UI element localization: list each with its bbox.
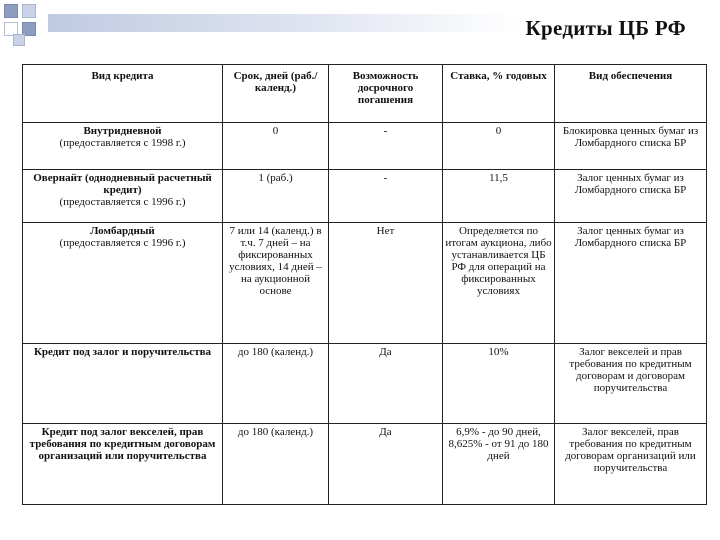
collateral-cell: Залог векселей и прав требования по кредитным договорам и договорам поручительства bbox=[555, 344, 707, 424]
table-row bbox=[23, 424, 707, 505]
rate-cell: 0 bbox=[443, 123, 555, 170]
term-cell: 0 bbox=[223, 123, 329, 170]
collateral-cell: Залог ценных бумаг из Ломбардного списка БР bbox=[555, 170, 707, 223]
page-title: Кредиты ЦБ РФ bbox=[525, 16, 686, 40]
table-row bbox=[23, 123, 707, 170]
header-cell-rate: Ставка, % годовых bbox=[443, 65, 555, 123]
early-repayment-cell: - bbox=[329, 170, 443, 223]
table-row bbox=[23, 170, 707, 223]
credit-type-note: (предоставляется с 1996 г.) bbox=[59, 196, 186, 208]
term-cell: 7 или 14 (календ.) в т.ч. 7 дней – на фиксированных условиях, 14 дней – на аукционной основе bbox=[223, 223, 329, 344]
header-cell-type: Вид кредита bbox=[23, 65, 223, 123]
credit-type-name: Внутридневной bbox=[83, 125, 162, 137]
credit-type-cell bbox=[23, 344, 223, 424]
rate-cell: 6,9% - до 90 дней, 8,625% - от 91 до 180 дней bbox=[443, 424, 555, 505]
rate-cell: 10% bbox=[443, 344, 555, 424]
rate-cell: 11,5 bbox=[443, 170, 555, 223]
credit-type-cell bbox=[23, 424, 223, 505]
term-cell: до 180 (календ.) bbox=[223, 344, 329, 424]
decor-square bbox=[4, 4, 18, 18]
early-repayment-cell: Да bbox=[329, 424, 443, 505]
header-cell-early-repayment: Возможность досрочного погашения bbox=[329, 65, 443, 123]
table-header-row bbox=[23, 65, 707, 123]
early-repayment-cell: - bbox=[329, 123, 443, 170]
credit-type-name: Ломбардный bbox=[90, 225, 155, 237]
header-cell-term: Срок, дней (раб./календ.) bbox=[223, 65, 329, 123]
term-cell: 1 (раб.) bbox=[223, 170, 329, 223]
credit-type-cell bbox=[23, 223, 223, 344]
table-row bbox=[23, 223, 707, 344]
credit-type-name: Кредит под залог векселей, прав требования по кредитным договорам организаций или поручительства bbox=[29, 426, 216, 462]
credit-type-cell bbox=[23, 170, 223, 223]
early-repayment-cell: Да bbox=[329, 344, 443, 424]
credit-type-name: Кредит под залог и поручительства bbox=[33, 346, 212, 358]
header-gradient-bar bbox=[48, 14, 518, 32]
credit-type-name: Овернайт (однодневный расчетный кредит) bbox=[33, 172, 212, 196]
credits-table bbox=[22, 64, 707, 505]
collateral-cell: Залог векселей, прав требования по кредитным договорам организаций или поручительства bbox=[555, 424, 707, 505]
collateral-cell: Залог ценных бумаг из Ломбардного списка БР bbox=[555, 223, 707, 344]
credit-type-note: (предоставляется с 1996 г.) bbox=[59, 237, 186, 249]
rate-cell: Определяется по итогам аукциона, либо устанавливается ЦБ РФ для операций на фиксированных условиях bbox=[443, 223, 555, 344]
credit-type-cell bbox=[23, 123, 223, 170]
decor-square bbox=[22, 4, 36, 18]
early-repayment-cell: Нет bbox=[329, 223, 443, 344]
credit-type-note: (предоставляется с 1998 г.) bbox=[59, 137, 186, 149]
header-cell-collateral: Вид обеспечения bbox=[555, 65, 707, 123]
collateral-cell: Блокировка ценных бумаг из Ломбардного списка БР bbox=[555, 123, 707, 170]
table-row bbox=[23, 344, 707, 424]
term-cell: до 180 (календ.) bbox=[223, 424, 329, 505]
decor-square bbox=[13, 34, 25, 46]
